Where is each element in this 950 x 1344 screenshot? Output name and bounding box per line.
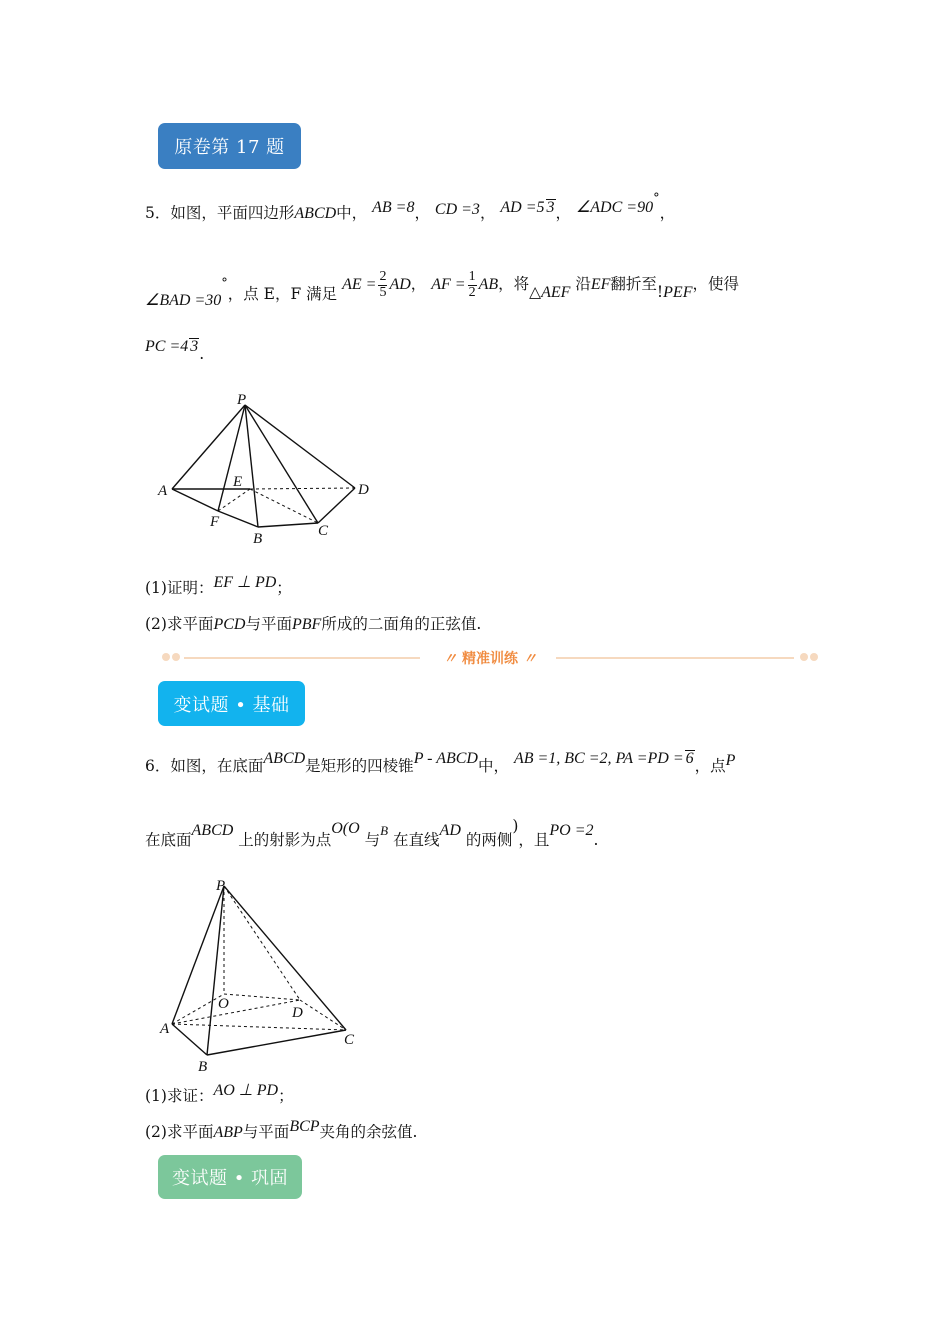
q5-label-d: D [358, 482, 369, 498]
section-tag-original: 原卷第 17 题 [158, 123, 301, 169]
q5-label-a: A [158, 483, 168, 499]
q6-label-o: O [218, 996, 229, 1012]
section-divider: 〃 精准训练 〃 [160, 648, 820, 668]
q6-pyramid-figure [150, 872, 370, 1077]
section-tag-basic: 变试题 • 基础 [158, 681, 305, 726]
q6-part-1: (1)求证：AO ⊥ PD； [145, 1082, 294, 1105]
q5-part-1: (1)证明：EF ⊥ PD； [145, 574, 292, 597]
q6-label-c: C [344, 1032, 355, 1048]
q6-label-p: P [216, 878, 226, 894]
q5-label-b: B [253, 531, 263, 547]
q6-line-2: 在底面ABCD 上的射影为点O(O 与$^B$ 在直线AD 的两侧)，且PO =2. [145, 817, 599, 849]
q6-part-2: (2)求平面ABP与平面BCP夹角的余弦值. [145, 1118, 418, 1141]
q6-label-a: A [160, 1021, 170, 1037]
q5-part-2: (2)求平面PCD与平面PBF所成的二面角的正弦值. [145, 615, 482, 633]
q5-line-1: 5．如图，平面四边形ABCD中， AB =8， CD =3， AD =5 3， ∠ADC =90°， [145, 191, 676, 223]
q5-line-2: ∠BAD =30°，点 E，F 满足 AE = $\frac{2}{5}$ AD， AF = $\frac{1}{2}$ AB，将△AEF 沿EF翻折至!PEF，使得 [145, 269, 739, 310]
q5-label-p: P [237, 392, 247, 408]
q5-label-e: E [233, 474, 243, 490]
q5-label-c: C [318, 523, 329, 539]
q6-line-1: 6．如图，在底面ABCD是矩形的四棱锥P - ABCD中， AB =1, BC =2, PA =PD = 6，点P [145, 750, 736, 775]
q6-label-b: B [198, 1059, 208, 1075]
q6-label-d: D [292, 1005, 303, 1021]
q5-label-f: F [210, 514, 220, 530]
section-tag-consolidate: 变试题 • 巩固 [158, 1155, 302, 1199]
q5-pyramid-figure [150, 385, 390, 550]
q5-line-3: PC =4 3. [145, 338, 205, 363]
